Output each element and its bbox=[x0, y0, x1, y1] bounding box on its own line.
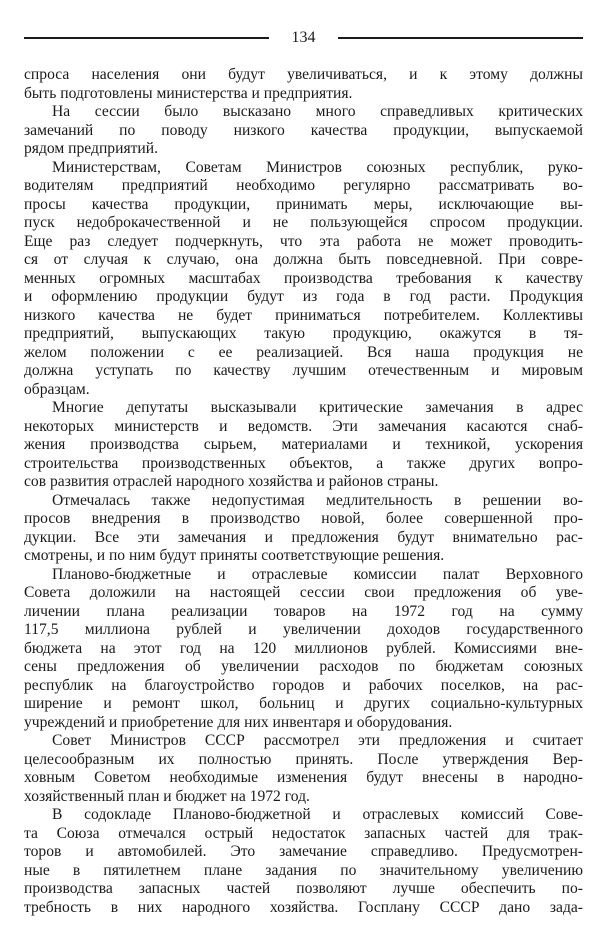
paragraph bbox=[24, 806, 583, 917]
text-line: ховным Советом необходимые изменения будут внесены в народно- bbox=[24, 769, 583, 786]
text-line: менных огромных масштабах производства требования к качеству bbox=[24, 269, 583, 287]
text-line: низкого качества не будет приниматься потребителем. Коллективы bbox=[24, 306, 583, 324]
text-line: сены предложения об увеличении расходов по бюджетам союзных bbox=[24, 658, 583, 675]
page-header bbox=[24, 26, 583, 50]
text-line: быть подготовлены министерства и предприятия. bbox=[24, 84, 353, 102]
paragraph bbox=[24, 103, 583, 159]
text-line: строительства производственных объектов, а также других вопро- bbox=[24, 454, 583, 472]
text-line: спроса населения они будут увеличиваться, и к этому должны bbox=[24, 66, 583, 83]
text-line: личении плана реализации товаров на 1972 год на сумму bbox=[24, 602, 583, 620]
text-line: жения производства сырьем, материалами и техникой, ускорения bbox=[24, 436, 583, 453]
text-line: рядом предприятий. bbox=[24, 140, 159, 157]
text-line: должна уступать по качеству лучшим отечественным и мировым bbox=[24, 362, 583, 379]
text-line: хозяйственный план и бюджет на 1972 год. bbox=[24, 787, 310, 805]
text-line: дукции. Все эти замечания и предложения будут внимательно рас- bbox=[24, 528, 583, 546]
text-line: просы качества продукции, принимать меры, исключающие вы- bbox=[24, 195, 583, 213]
text-line: ся от случая к случаю, она должна быть повседневной. При совре- bbox=[24, 251, 583, 268]
text-line: сов развития отраслей народного хозяйства и районов страны. bbox=[24, 473, 439, 490]
paragraph bbox=[24, 566, 583, 733]
text-line: торов и автомобилей. Это замечание справедливо. Предусмотрен- bbox=[24, 843, 583, 860]
paragraph bbox=[24, 66, 583, 103]
text-line: некоторых министерств и ведомств. Эти замечания касаются снаб- bbox=[24, 417, 583, 435]
text-line: целесообразным их полностью принять. После утверждения Вер- bbox=[24, 750, 583, 768]
text-line: образцам. bbox=[24, 380, 90, 398]
paragraph bbox=[24, 399, 583, 492]
paragraph bbox=[24, 732, 583, 806]
text-line: пуск недоброкачественной и не пользующейся спросом продукции. bbox=[24, 214, 583, 231]
text-line: ширение и ремонт школ, больниц и других социально-культурных bbox=[24, 695, 583, 712]
text-line: Совета доложили на настоящей сессии свои предложения об уве- bbox=[24, 584, 583, 601]
text-line: та Союза отмечался острый недостаток запасных частей для трак- bbox=[24, 824, 583, 842]
text-line: производства запасных частей позволяют лучше обеспечить по- bbox=[24, 880, 583, 897]
text-line: 117,5 миллиона рублей и увеличении доходов государственного bbox=[24, 621, 583, 638]
text-line: смотрены, и по ним будут приняты соответствующие решения. bbox=[24, 547, 445, 564]
text-line: бюджета на этот год на 120 миллионов рублей. Комиссиями вне- bbox=[24, 639, 583, 657]
text-line: требность в них народного хозяйства. Госплану СССР дано зада- bbox=[24, 898, 583, 916]
text-line: желом положении с ее реализацией. Вся наша продукция не bbox=[24, 343, 583, 361]
text-line: Отмечалась также недопустимая медлительность в решении во- bbox=[52, 491, 583, 509]
text-line: Многие депутаты высказывали критические замечания в адрес bbox=[52, 399, 583, 416]
text-line: Совет Министров СССР рассмотрел эти предложения и считает bbox=[52, 732, 583, 749]
text-line: и оформлению продукции будут из года в год расти. Продукция bbox=[24, 288, 583, 305]
text-line: республик на благоустройство городов и рабочих поселков, на рас- bbox=[24, 676, 583, 694]
text-line: замечаний по поводу низкого качества продукции, выпускаемой bbox=[24, 121, 583, 139]
text-line: В содокладе Планово-бюджетной и отраслевых комиссий Сове- bbox=[52, 806, 583, 823]
paragraph bbox=[24, 159, 583, 400]
text-line: просов внедрения в производство новой, более совершенной про- bbox=[24, 510, 583, 527]
page-body bbox=[24, 66, 583, 917]
text-line: ные в пятилетнем плане задания по значительному увеличению bbox=[24, 861, 583, 879]
text-line: Министерствам, Советам Министров союзных республик, руко- bbox=[52, 158, 583, 176]
text-line: предприятий, выпускающих такую продукцию, окажутся в тя- bbox=[24, 325, 583, 342]
text-line: учреждений и приобретение для них инвентаря и оборудования. bbox=[24, 713, 453, 731]
paragraph bbox=[24, 492, 583, 566]
text-line: На сессии было высказано много справедливых критических bbox=[52, 103, 583, 120]
text-line: Еще раз следует подчеркнуть, что эта работа не может проводить- bbox=[24, 232, 583, 250]
text-line: Планово-бюджетные и отраслевые комиссии палат Верховного bbox=[52, 565, 583, 583]
text-line: водителям предприятий необходимо регулярно рассматривать во- bbox=[24, 177, 583, 194]
page-number: 134 bbox=[291, 29, 316, 46]
header-rule-right bbox=[338, 37, 583, 39]
